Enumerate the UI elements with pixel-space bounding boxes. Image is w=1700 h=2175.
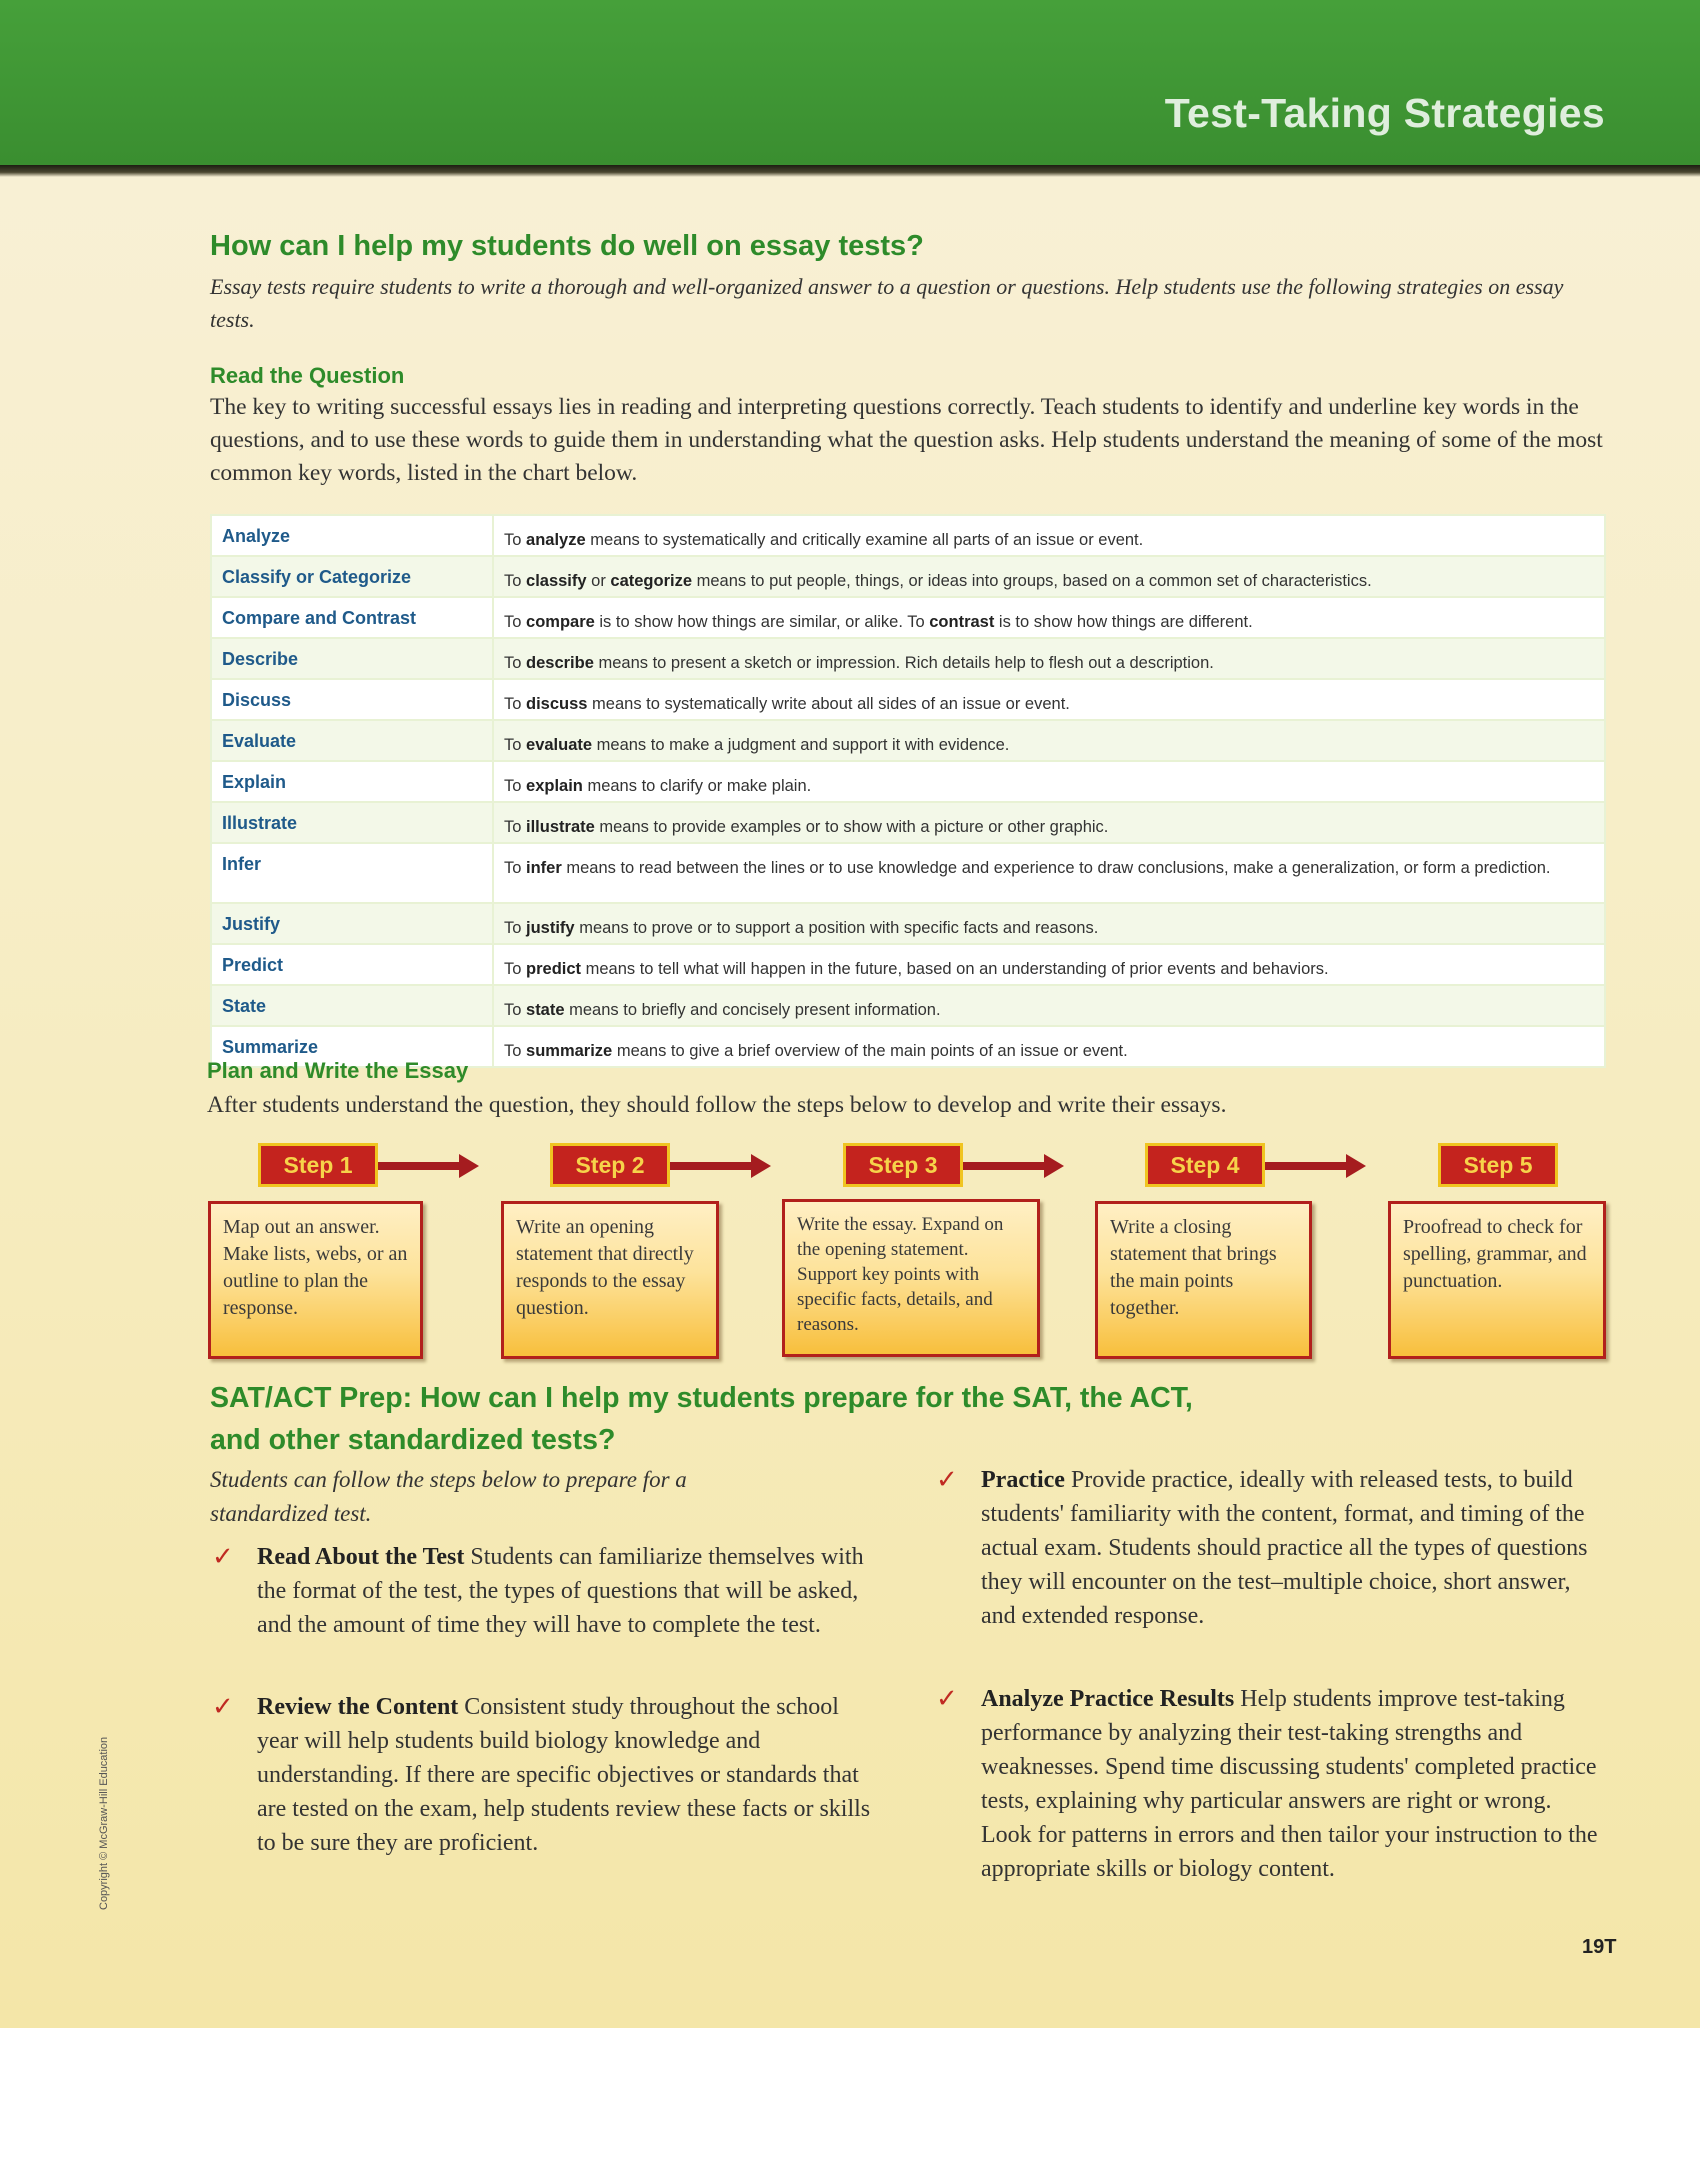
keyword-row: [211, 944, 1605, 985]
keyword-term: Compare and Contrast: [211, 597, 493, 638]
keyword-row: [211, 720, 1605, 761]
keyword-row: [211, 556, 1605, 597]
keyword-definition: [493, 638, 1605, 679]
keyword-definition: [493, 903, 1605, 944]
keyword-term: Infer: [211, 843, 493, 903]
keyword-term: Illustrate: [211, 802, 493, 843]
keyword-row: [211, 515, 1605, 556]
keyword-definition-text: To: [504, 818, 527, 836]
keyword-emphasis: infer: [526, 859, 562, 877]
plan-essay-heading: Plan and Write the Essay: [207, 1058, 469, 1083]
essay-heading: How can I help my students do well on essay tests?: [210, 230, 924, 262]
keyword-term: Classify or Categorize: [211, 556, 493, 597]
keyword-definition: [493, 1026, 1605, 1067]
sat-item-text: Consistent study throughout the school year will help students build biology knowledge and understanding. If there are specific objectives or standards that are tested on the exam, help students review these facts or skills to be sure they are proficient.: [257, 1694, 871, 1856]
keyword-emphasis: contrast: [929, 613, 995, 631]
read-question-heading: Read the Question: [210, 363, 405, 388]
step-2-arrow: [670, 1162, 755, 1170]
keyword-row: [211, 597, 1605, 638]
keyword-row: [211, 985, 1605, 1026]
sat-item-read: [257, 1540, 882, 1642]
keyword-definition-text: or: [586, 572, 611, 590]
step-2-box: Write an opening statement that directly responds to the essay question.: [501, 1201, 719, 1359]
sat-item-text: Provide practice, ideally with released tests, to build students' familiarity with the content, format, and timing of the actual exam. Students should practice all the types of questions they will encounter on the test–multiple choice, short answer, and extended response.: [981, 1467, 1588, 1629]
step-1-box: Map out an answer. Make lists, webs, or an outline to plan the response.: [208, 1201, 423, 1359]
check-icon: ✓: [936, 1684, 958, 1714]
keyword-emphasis: classify: [526, 572, 587, 590]
keyword-emphasis: justify: [526, 919, 575, 937]
keyword-definition-text: To: [504, 736, 527, 754]
keyword-definition-text: To: [504, 654, 527, 672]
keyword-term: Summarize: [211, 1026, 493, 1067]
sat-intro: Students can follow the steps below to prepare for a standardized test.: [210, 1467, 687, 1526]
keyword-definition: [493, 843, 1605, 903]
keyword-emphasis: illustrate: [526, 818, 595, 836]
keyword-definition-text: means to clarify or make plain.: [582, 777, 812, 795]
plan-essay-body: After students understand the question, they should follow the steps below to develop and write their essays.: [207, 1092, 1227, 1118]
keyword-definition-text: To: [504, 777, 527, 795]
keyword-definition: [493, 802, 1605, 843]
keyword-definition: [493, 720, 1605, 761]
keyword-definition-text: means to read between the lines or to use knowledge and experience to draw conclusions, make a generalization, or form a prediction.: [561, 859, 1551, 877]
keyword-emphasis: explain: [526, 777, 583, 795]
keyword-definition-text: means to systematically and critically examine all parts of an issue or event.: [585, 531, 1144, 549]
check-icon: ✓: [936, 1465, 958, 1495]
essay-intro: Essay tests require students to write a thorough and well-organized answer to a question or questions. Help students use the following strategies on essay tests.: [210, 274, 1564, 332]
keyword-definition-text: means to systematically write about all sides of an issue or event.: [587, 695, 1070, 713]
step-5-label: Step 5: [1438, 1143, 1558, 1187]
keyword-definition-text: means to briefly and concisely present information.: [564, 1001, 941, 1019]
keyword-definition-text: means to put people, things, or ideas into groups, based on a common set of characteristics.: [692, 572, 1372, 590]
step-3-label: Step 3: [843, 1143, 963, 1187]
page-number: 19T: [1582, 1936, 1617, 1958]
keyword-table: [210, 514, 1606, 1068]
keyword-term: Explain: [211, 761, 493, 802]
sat-item-lead: Review the Content: [257, 1694, 459, 1720]
keyword-emphasis: summarize: [526, 1042, 613, 1060]
sat-item-lead: Practice: [981, 1467, 1065, 1493]
header-shadow: [0, 165, 1700, 177]
keyword-definition-text: means to present a sketch or impression. Rich details help to flesh out a description.: [593, 654, 1214, 672]
keyword-emphasis: analyze: [526, 531, 586, 549]
keyword-definition: [493, 515, 1605, 556]
keyword-emphasis: discuss: [526, 695, 588, 713]
keyword-definition: [493, 944, 1605, 985]
step-5-box: Proofread to check for spelling, grammar, and punctuation.: [1388, 1201, 1606, 1359]
keyword-definition-text: To: [504, 1001, 527, 1019]
keyword-definition: [493, 597, 1605, 638]
keyword-definition-text: To: [504, 572, 527, 590]
keyword-term: Justify: [211, 903, 493, 944]
step-4-box: Write a closing statement that brings the main points together.: [1095, 1201, 1312, 1359]
keyword-row: [211, 679, 1605, 720]
keyword-row: [211, 802, 1605, 843]
keyword-definition: [493, 679, 1605, 720]
keyword-emphasis: describe: [526, 654, 594, 672]
keyword-term: Evaluate: [211, 720, 493, 761]
check-icon: ✓: [212, 1692, 234, 1722]
keyword-definition-text: means to tell what will happen in the future, based on an understanding of prior events and behaviors.: [581, 960, 1329, 978]
keyword-definition-text: To: [504, 960, 527, 978]
keyword-emphasis: predict: [526, 960, 582, 978]
keyword-emphasis: state: [526, 1001, 565, 1019]
sat-item-practice: [981, 1463, 1606, 1633]
keyword-definition-text: means to give a brief overview of the main points of an issue or event.: [612, 1042, 1128, 1060]
keyword-definition-text: means to prove or to support a position with specific facts and reasons.: [574, 919, 1099, 937]
keyword-definition-text: To: [504, 919, 527, 937]
keyword-definition-text: To: [504, 859, 527, 877]
keyword-row: [211, 843, 1605, 903]
step-2-label: Step 2: [550, 1143, 670, 1187]
keyword-emphasis: evaluate: [526, 736, 593, 754]
keyword-emphasis: compare: [526, 613, 595, 631]
step-3-box: Write the essay. Expand on the opening statement. Support key points with specific facts, details, and reasons.: [782, 1199, 1040, 1357]
keyword-definition-text: means to make a judgment and support it with evidence.: [592, 736, 1010, 754]
check-icon: ✓: [212, 1542, 234, 1572]
page-title: Test-Taking Strategies: [1164, 90, 1605, 136]
keyword-definition: [493, 556, 1605, 597]
keyword-definition-text: To: [504, 531, 527, 549]
keyword-term: Describe: [211, 638, 493, 679]
copyright-notice: Copyright © McGraw-Hill Education: [98, 1736, 110, 1910]
step-1-label: Step 1: [258, 1143, 378, 1187]
step-4-label: Step 4: [1145, 1143, 1265, 1187]
keyword-definition-text: To: [504, 1042, 527, 1060]
keyword-definition-text: is to show how things are different.: [994, 613, 1253, 631]
sat-item-lead: Read About the Test: [257, 1544, 465, 1570]
sat-item-text: Students can familiarize themselves with the format of the test, the types of questions that will be asked, and the amount of time they will have to complete the test.: [257, 1544, 864, 1638]
keyword-definition-text: To: [504, 613, 527, 631]
keyword-definition: [493, 761, 1605, 802]
sat-item-analyze: [981, 1682, 1606, 1886]
keyword-definition-text: means to provide examples or to show with a picture or other graphic.: [594, 818, 1109, 836]
keyword-definition: [493, 985, 1605, 1026]
keyword-term: Predict: [211, 944, 493, 985]
keyword-term: State: [211, 985, 493, 1026]
keyword-definition-text: To: [504, 695, 527, 713]
sat-item-review: [257, 1690, 882, 1860]
step-1-arrow: [378, 1162, 463, 1170]
sat-item-lead: Analyze Practice Results: [981, 1686, 1235, 1712]
read-question-body: The key to writing successful essays lies in reading and interpreting questions correctly. Teach students to identify and underline key words in the questions, and to use these words to guide them in understanding what the question asks. Help students understand the meaning of some of the most common key words, listed in the chart below.: [210, 394, 1603, 486]
keyword-term: Discuss: [211, 679, 493, 720]
keyword-emphasis: categorize: [610, 572, 693, 590]
sat-item-text: Help students improve test-taking performance by analyzing their test-taking strengths and weaknesses. Spend time discussing students' completed practice tests, explaining why particular answers are right or wrong. Look for patterns in errors and then tailor your instruction to the appropriate skills or biology content.: [981, 1686, 1598, 1882]
sat-heading-line1: SAT/ACT Prep: How can I help my students prepare for the SAT, the ACT,: [210, 1382, 1193, 1414]
header-bar: [0, 0, 1700, 165]
keyword-row: [211, 903, 1605, 944]
sat-heading-line2: and other standardized tests?: [210, 1424, 616, 1456]
keyword-row: [211, 761, 1605, 802]
step-3-arrow: [963, 1162, 1048, 1170]
keyword-definition-text: is to show how things are similar, or alike. To: [594, 613, 930, 631]
keyword-row: [211, 638, 1605, 679]
step-4-arrow: [1265, 1162, 1350, 1170]
keyword-term: Analyze: [211, 515, 493, 556]
